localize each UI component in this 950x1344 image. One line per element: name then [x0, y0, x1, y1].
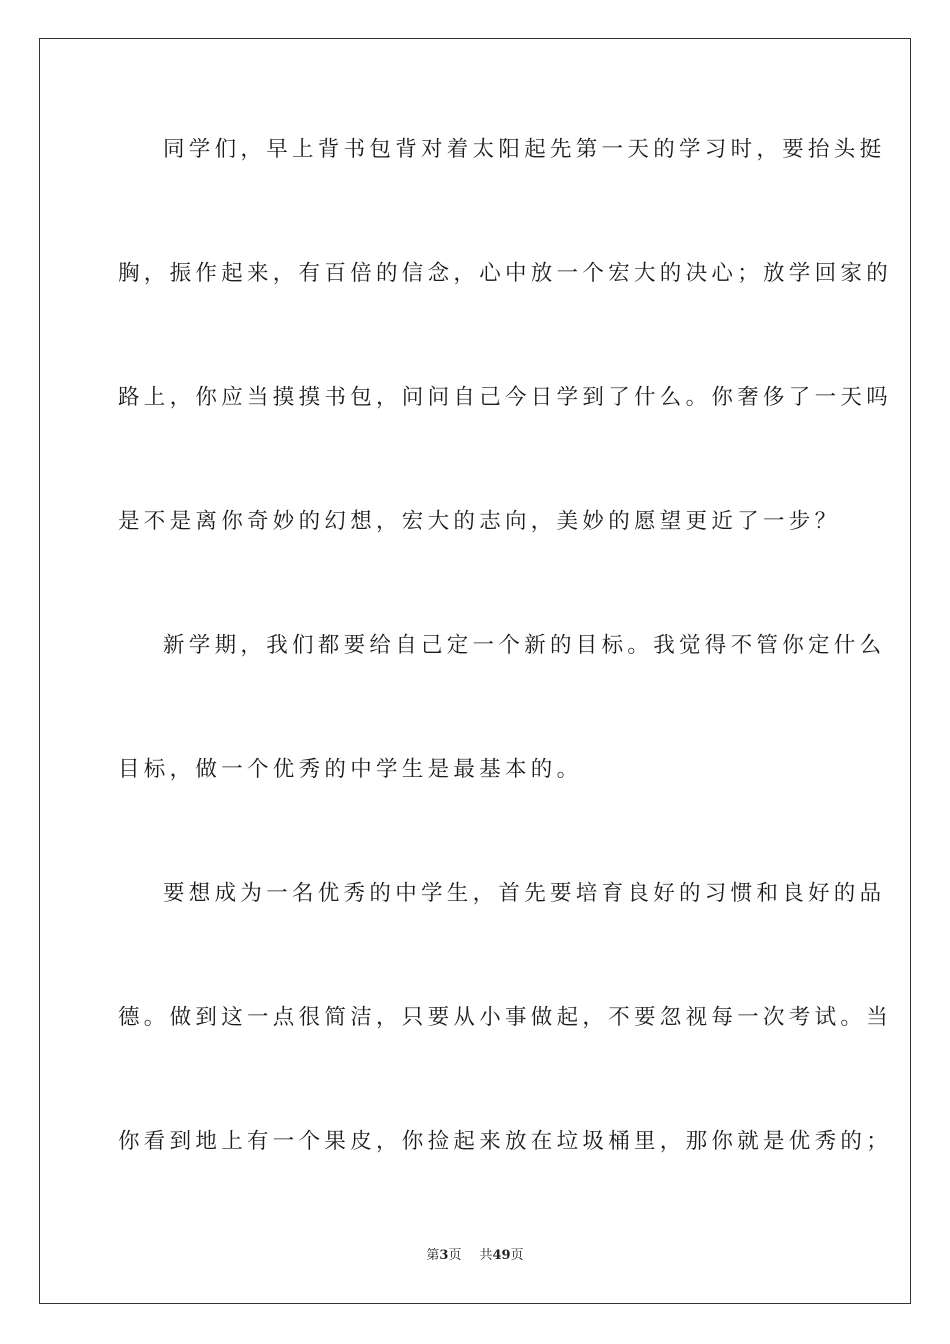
page-border — [39, 38, 911, 1304]
total-pages: 49 — [492, 1248, 511, 1263]
page-prefix: 第 — [426, 1248, 440, 1263]
paragraph-2-line-2: 目标，做一个优秀的中学生是最基本的。 — [118, 757, 583, 782]
page-footer — [0, 1247, 950, 1265]
page-suffix: 页 — [448, 1248, 462, 1263]
paragraph-3-line-1: 要想成为一名优秀的中学生，首先要培育良好的习惯和良好的品 — [163, 881, 886, 906]
paragraph-3-line-2: 德。做到这一点很简洁，只要从小事做起，不要忽视每一次考试。当 — [118, 1005, 893, 1030]
page-number: 3 — [439, 1248, 449, 1263]
paragraph-1-line-4: 是不是离你奇妙的幻想，宏大的志向，美妙的愿望更近了一步？ — [118, 509, 841, 534]
paragraph-1-line-1: 同学们，早上背书包背对着太阳起先第一天的学习时，要抬头挺 — [163, 137, 886, 162]
paragraph-3-line-3: 你看到地上有一个果皮，你捡起来放在垃圾桶里，那你就是优秀的； — [118, 1129, 893, 1154]
paragraph-1-line-3: 路上，你应当摸摸书包，问问自己今日学到了什么。你奢侈了一天吗 — [118, 385, 893, 410]
total-suffix: 页 — [510, 1248, 524, 1263]
paragraph-2-line-1: 新学期，我们都要给自己定一个新的目标。我觉得不管你定什么 — [163, 633, 886, 658]
total-prefix: 共 — [479, 1248, 493, 1263]
paragraph-1-line-2: 胸，振作起来，有百倍的信念，心中放一个宏大的决心；放学回家的 — [118, 261, 893, 286]
